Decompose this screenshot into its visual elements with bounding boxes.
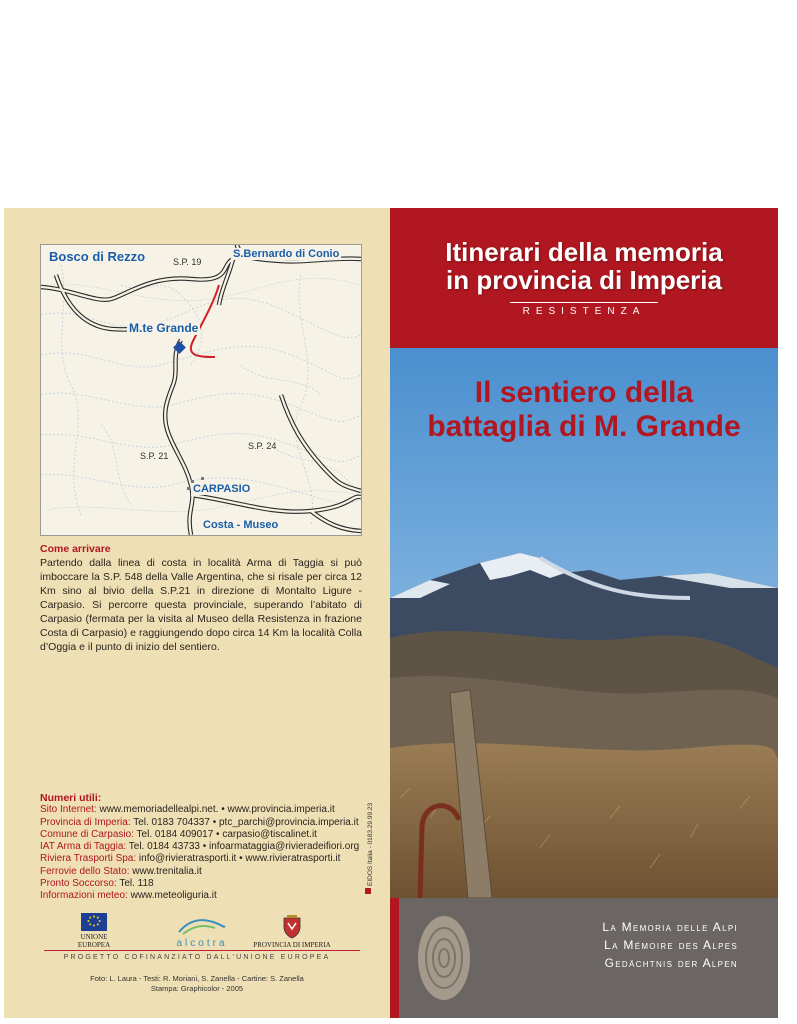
- contact-value: Tel. 118: [116, 878, 154, 890]
- provincia-logo-label: PROVINCIA DI IMPERIA: [253, 941, 331, 949]
- subtitle: RESISTENZA: [522, 306, 646, 317]
- map-label-carpasio: CARPASIO: [193, 483, 251, 495]
- contacts-section: [40, 792, 370, 903]
- contact-value[interactable]: www.trenitalia.it: [129, 865, 202, 877]
- contact-key: Riviera Trasporti Spa:: [40, 853, 137, 865]
- route-map: [40, 244, 362, 536]
- contact-key: Informazioni meteo:: [40, 890, 128, 902]
- contact-value[interactable]: www.meteoliguria.it: [127, 890, 217, 902]
- contact-key: IAT Arma di Taggia:: [40, 841, 127, 853]
- cover-title-line-1: Il sentiero della: [474, 376, 694, 409]
- memoria-line-fr: La Mémoire des Alpes: [604, 938, 738, 952]
- alcotra-wave-icon: [177, 914, 227, 936]
- credits-line-1: Foto: L. Laura - Testi: R. Moriani, S. Zanella - Cartine: S. Zanella: [90, 974, 304, 983]
- contact-value[interactable]: info@rivieratrasporti.it • www.rivieratrasporti.it: [136, 853, 341, 865]
- cover-title: [390, 376, 778, 444]
- contact-row: [40, 804, 370, 816]
- contact-row: [40, 853, 370, 865]
- divider-rule: [44, 950, 360, 951]
- left-panel: [4, 208, 390, 1018]
- red-stripe: [390, 898, 399, 1018]
- carved-stone-icon: [414, 908, 474, 1008]
- contact-key: Pronto Soccorso:: [40, 878, 117, 890]
- contact-row: [40, 829, 370, 841]
- contact-key: Sito Internet:: [40, 804, 97, 816]
- alcotra-label: alcotra: [176, 938, 228, 949]
- contact-row: [40, 817, 370, 829]
- eu-logo-label: UNIONE EUROPEA: [77, 933, 111, 949]
- contact-value[interactable]: Tel. 0184 43733 • infoarmataggia@rivieradeifiori.org: [126, 841, 360, 853]
- provincia-logo: [252, 915, 332, 949]
- brochure: [4, 208, 778, 1018]
- printer-credit-text: [361, 802, 377, 898]
- contact-row: [40, 878, 370, 890]
- contact-value[interactable]: www.memoriadellealpi.net. • www.provincia.imperia.it: [96, 804, 335, 816]
- printer-credit-label: EIDOS Italia - 0183.29.99.23: [367, 802, 374, 886]
- eu-flag-icon: [81, 913, 107, 931]
- directions-text: Partendo dalla linea di costa in località Arma di Taggia si può imboccare la S.P. 548 della Valle Argentina, che si risale per circa 12 Km sino al bivio della S.P.21 in direzione di Montalto Ligure - Carpasio. Si percorre questa provinciale, superando l’abitato di Carpasio (fermata per la visita al Museo della Resistenza in frazione Costa di Carpasio) e raggiungendo dopo circa 14 Km la località Colla d’Oggia e il punto di inizio del sentiero.: [40, 557, 362, 653]
- coat-of-arms-icon: [283, 915, 301, 939]
- credits: [4, 974, 390, 994]
- map-road-sp24: S.P. 24: [248, 441, 277, 451]
- contacts-heading: Numeri utili:: [40, 792, 102, 804]
- map-road-sp19: S.P. 19: [173, 257, 202, 267]
- contact-value[interactable]: Tel. 0184 409017 • carpasio@tiscalinet.it: [133, 828, 317, 840]
- map-label-costa-museo: Costa - Museo: [203, 519, 279, 531]
- contact-key: Comune di Carpasio:: [40, 828, 134, 840]
- contact-row: [40, 890, 370, 902]
- logos-row: [64, 903, 334, 949]
- series-title: [390, 238, 778, 294]
- subtitle-rule: [510, 302, 658, 303]
- cover-title-line-2: battaglia di M. Grande: [427, 410, 741, 443]
- series-title-line-2: in provincia di Imperia: [446, 265, 722, 295]
- memoria-tagline: [602, 918, 738, 972]
- footer-band: [390, 898, 778, 1018]
- contact-row: [40, 866, 370, 878]
- map-label-bosco: Bosco di Rezzo: [49, 249, 146, 264]
- alcotra-logo: [162, 914, 242, 949]
- map-road-sp21: S.P. 21: [140, 451, 169, 461]
- directions-section: [40, 542, 362, 654]
- directions-heading: Come arrivare: [40, 543, 111, 555]
- eu-logo: [64, 913, 124, 949]
- memoria-line-de: Gedächtnis der Alpen: [604, 956, 738, 970]
- series-title-line-1: Itinerari della memoria: [445, 237, 723, 267]
- map-label-sbernardo: S.Bernardo di Conio: [233, 248, 340, 260]
- map-label-mte-grande: M.te Grande: [129, 321, 199, 335]
- cover-photo: [390, 348, 778, 898]
- contact-row: [40, 841, 370, 853]
- printer-credit: [361, 802, 377, 898]
- contact-value[interactable]: Tel. 0183 704337 • ptc_parchi@provincia.imperia.it: [130, 816, 359, 828]
- series-header: [390, 208, 778, 348]
- project-line: PROGETTO COFINANZIATO DALL’UNIONE EUROPEA: [63, 954, 331, 961]
- contact-key: Provincia di Imperia:: [40, 816, 131, 828]
- credits-line-2: Stampa: Graphicolor - 2005: [150, 984, 244, 993]
- contact-key: Ferrovie dello Stato:: [40, 865, 130, 877]
- memoria-line-it: La Memoria delle Alpi: [602, 920, 738, 934]
